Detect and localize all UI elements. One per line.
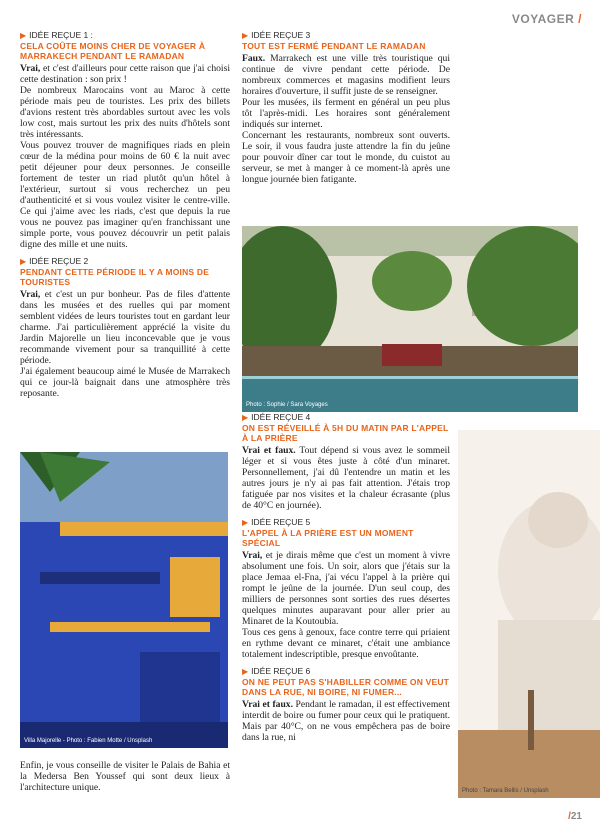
page-number (568, 811, 582, 822)
idea-block-5 (242, 517, 450, 660)
woman-portrait-photo (458, 430, 600, 798)
idea-label: ▶ IDÉE REÇUE 2 (20, 256, 89, 266)
idea-text: Concernant les restaurants, nombreux sont ouverts. Le soir, il vous faudra juste attendre la fin du jeûne pour pouvoir dîner car tout le monde, du cuistot au serveur, se met à manger à ce moment-là après une longue journée bien fatigante. (242, 130, 450, 185)
idea-text: Vrai, et c'est un pur bonheur. Pas de files d'attente dans les musées et des ruelles qui par moment semblent vidées de leurs touristes tout en gardant leur charme. J'ai particulièrement apprécié la visite du Jardin Majorelle un lieu inconcevable que je vous recommande vivement pour sa tranquillité à cette période. (20, 289, 231, 366)
arrow-icon: ▶ (242, 666, 249, 676)
idea-text: Tous ces gens à genoux, face contre terre qui priaient en rythme devant ce minaret, c'était une ambiance totalement indescriptible, presque envoûtante. (242, 627, 450, 660)
section-name: VOYAGER (511, 12, 575, 26)
idea-block-6 (242, 666, 450, 743)
page-number-value: 21 (570, 811, 582, 822)
idea-title: ON EST RÉVEILLÉ À 5H DU MATIN PAR L'APPEL À LA PRIÈRE (242, 423, 449, 443)
riad-courtyard-photo (242, 226, 578, 412)
idea-block-2 (20, 256, 230, 399)
idea-label: ▶ IDÉE REÇUE 1 : (20, 30, 93, 40)
idea-label: ▶ IDÉE REÇUE 4 (242, 412, 311, 422)
idea-text: J'ai également beaucoup aimé le Musée de Marrakech qui ce jour-là baignait dans une atmosphère très reposante. (20, 366, 230, 399)
closing-note-text: Enfin, je vous conseille de visiter le Palais de Bahia et la Medersa Ben Youssef qui sont deux lieux à l'architecture unique. (20, 760, 230, 793)
magazine-header (512, 12, 582, 26)
right-column-bottom (242, 412, 450, 749)
idea-text: Vrai, et je dirais même que c'est un moment à vivre absolument une fois. Un soir, alors que j'étais sur la place Jemaa el-Fna, j'ai vécu l'appel à la prière qui rompt le jeûne de la journée. D'un seul coup, des milliers de personnes sont sorties des rues désertes quelques minutes auparavant pour aller prier au Minaret de la Koutoubia. (242, 550, 450, 627)
idea-block-3 (242, 30, 450, 185)
photo-credit: Photo : Tamara Bellis / Unsplash (462, 788, 549, 794)
closing-note (20, 760, 230, 793)
idea-text: Pour les musées, ils ferment en général un peu plus tôt l'après-midi. Les horaires sont généralement indiqués sur internet. (242, 97, 450, 130)
arrow-icon: ▶ (242, 517, 249, 527)
idea-text: Vous pouvez trouver de magnifiques riads en plein cœur de la médina pour moins de 60 € la nuit avec petit déjeuner pour deux personnes. Je conseille fortement de tester un riad plutôt qu'un hôtel à l'extérieur, surtout si vous recherchez un peu d'authenticité et si vous voulez visiter le centre-ville. Ce qui j'aime avec les riads, c'est que depuis la rue vous ne pouvez pas imaginer qu'en franchissant une simple porte, vous pouvez découvrir un petit palais digne des mille et une nuits. (20, 140, 230, 250)
idea-text: De nombreux Marocains vont au Maroc à cette période mais peu de touristes. Les prix des billets d'avions restent très abordables surtout avec les vols low cost, mais surtout les prix des nuits d'hôtels sont très intéressants. (20, 85, 230, 140)
arrow-icon: ▶ (20, 256, 27, 266)
idea-title: TOUT EST FERMÉ PENDANT LE RAMADAN (242, 41, 426, 51)
arrow-icon: ▶ (20, 30, 27, 40)
section-slash: / (578, 12, 582, 26)
idea-block-4 (242, 412, 450, 511)
idea-block-1 (20, 30, 230, 250)
idea-text: Vrai et faux. Pendant le ramadan, il est effectivement interdit de boire ou fumer pour ceux qui le pratiquent. Mais par 40°C, on ne vous empêchera pas de boire dans la rue, ni (242, 699, 451, 743)
photo-credit: Villa Majorelle - Photo : Fabien Motte / Unsplash (24, 738, 153, 744)
right-column-top (242, 30, 450, 191)
idea-title: CELA COÛTE MOINS CHER DE VOYAGER À MARRAKECH PENDANT LE RAMADAN (20, 41, 206, 61)
idea-label: ▶ IDÉE REÇUE 5 (242, 517, 311, 527)
idea-label: ▶ IDÉE REÇUE 3 (242, 30, 311, 40)
arrow-icon: ▶ (242, 412, 249, 422)
page-slash: / (568, 811, 571, 822)
majorelle-illustration (20, 452, 228, 748)
idea-text: Vrai et faux. Tout dépend si vous avez le sommeil léger et si vous êtes juste à côté d'un minaret. Personnellement, j'ai dû l'entendre un matin et les autres jours je n'y ai pas fait attention. J'étais trop fatiguée par nos visites et la chaleur écrasante (plus de 40°C en journée). (242, 445, 450, 511)
idea-label: ▶ IDÉE REÇUE 6 (242, 666, 311, 676)
woman-illustration (458, 430, 600, 798)
villa-majorelle-photo (20, 452, 228, 748)
idea-title: PENDANT CETTE PÉRIODE IL Y A MOINS DE TOURISTES (20, 267, 210, 287)
idea-title: L'APPEL À LA PRIÈRE EST UN MOMENT SPÉCIAL (242, 528, 414, 548)
idea-title: ON NE PEUT PAS S'HABILLER COMME ON VEUT DANS LA RUE, NI BOIRE, NI FUMER... (242, 677, 450, 697)
photo-credit: Photo : Sophie / Sara Voyages (246, 402, 328, 408)
riad-illustration (242, 226, 578, 412)
left-column (20, 30, 230, 405)
idea-text: Vrai, et c'est d'ailleurs pour cette raison que j'ai choisi cette destination : son prix ! (20, 63, 230, 85)
idea-text: Faux. Marrakech est une ville très touristique qui continue de vivre pendant cette période. De nombreux commerces et magasins modifient leurs horaires d'ouverture, il suffit juste de se renseigner. (242, 53, 450, 97)
arrow-icon: ▶ (242, 30, 249, 40)
